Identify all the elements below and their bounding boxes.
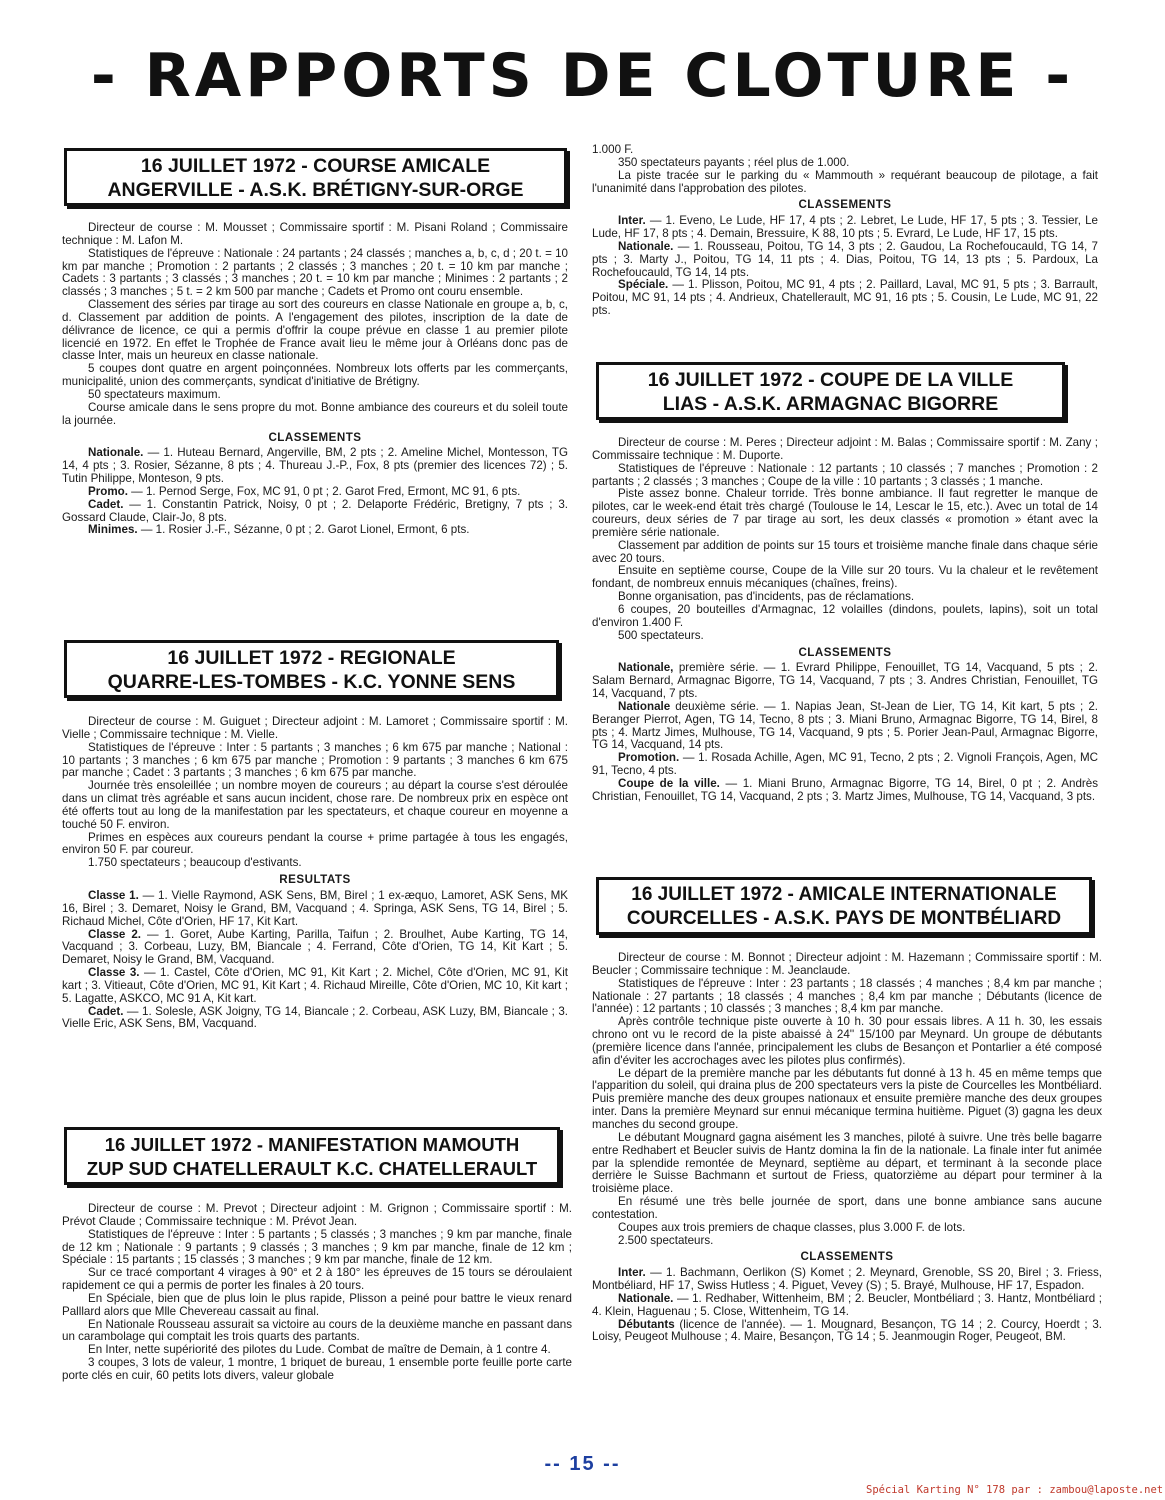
result-label: Cadet. [88, 497, 124, 511]
article-body-mamouth-part1 [62, 1203, 572, 1383]
result-text: — 1. Huteau Bernard, Angerville, BM, 2 pts ; 2. Ameline Michel, Montesson, TG 14, 4 pts ; 3. Rosier, Sézanne, 8 pts ; 4. Thureau J.-P., Fox, 8 pts (premier des licences 72) ; 5. Tutin Philippe, Monteson, 9 pts. [62, 446, 568, 486]
paragraph: Sur ce tracé comportant 4 virages à 90° et 2 à 180° les épreuves de 15 tours se déroulaient rapidement ce qui a permis de porter les finales à 20 tours. [62, 1266, 572, 1293]
result-text: — 1. Pernod Serge, Fox, MC 91, 0 pt ; 2. Garot Fred, Ermont, MC 91, 6 pts. [127, 484, 521, 498]
paragraph: En Inter, nette supériorité des pilotes du Lude. Combat de maître de Demain, à 1 contre 4. [88, 1343, 551, 1357]
result-entry [592, 778, 1098, 804]
article-header-line-1: 16 JUILLET 1972 - MANIFESTATION MAMOUTH [104, 1134, 520, 1155]
paragraph: Ensuite en septième course, Coupe de la Ville sur 20 tours. Vu la chaleur et le revêtement fondant, de nombreux ennuis mécaniques (chaînes, freins). [592, 564, 1098, 591]
result-label: Promotion. [618, 751, 680, 765]
article-body-mamouth-part2 [592, 144, 1098, 318]
result-label: Minimes. [88, 523, 138, 537]
result-text: — 1. Rosada Achille, Agen, MC 91, Tecno, 2 pts ; 2. Vignoli François, Agen, MC 91, Tecno, 4 pts. [592, 751, 1098, 778]
result-label: Nationale. [88, 446, 144, 460]
result-text: — 1. Goret, Aube Karting, Parilla, Taifun ; 2. Broulhet, Aube Karting, TG 14, Vacquand ; 3. Corbeau, Luzy, BM, Biancale ; 4. Ferrand, Côte d'Orien, TG 14, Kit Kart ; 5. Demaret, Noisy le Grand, BM, Vacquand. [62, 927, 569, 967]
section-heading: CLASSEMENTS [798, 645, 892, 659]
article-header-angerville [64, 148, 567, 206]
paragraph: Piste assez bonne. Chaleur torride. Très bonne ambiance. Il faut regretter le manque de pilotes, car le week-end était très chargé (Toulouse le 14, Lescar le 15, etc.). Avec un total de 14 coureurs, deux séries de 7 par tirage au sort, les deux classés « promotion » étant avec la première série nationale. [592, 487, 1098, 539]
result-entry [592, 215, 1098, 241]
paragraph: Directeur de course : M. Prevot ; Directeur adjoint : M. Grignon ; Commissaire sportif : M. Prévot Claude ; Commissaire technique : M. Prévot Jean. [62, 1202, 572, 1228]
paragraph: 5 coupes dont quatre en argent poinçonnées. Nombreux lots offerts par les commerçants, municipalité, union des commerçants, syndicat d'initiative de Brétigny. [62, 362, 568, 389]
paragraph: 1.750 spectateurs ; beaucoup d'estivants. [88, 856, 302, 870]
paragraph: La piste tracée sur le parking du « Mammouth » requérant beaucoup de pilotage, a fait l'unanimité dans l'approbation des pilotes. [592, 168, 1098, 195]
result-label: Coupe de la ville. [618, 776, 720, 790]
article-header-line-1: 16 JUILLET 1972 - AMICALE INTERNATIONALE [631, 884, 1057, 905]
result-label: Classe 2. [88, 927, 142, 941]
paragraph: Directeur de course : M. Bonnot ; Directeur adjoint : M. Hazemann ; Commissaire sportif : M. Beucler ; Commissaire technique : M. Jeanclaude. [592, 951, 1102, 977]
article-header-line-1: 16 JUILLET 1972 - COUPE DE LA VILLE [647, 369, 1014, 391]
paragraph: Après contrôle technique piste ouverte à 10 h. 30 pour essais libres. A 11 h. 30, les essais chrono ont vu le record de la piste abaissé à 24'' 15/100 par Meynard. Un groupe de débutants (première licence dans l'année, principalement les clubs de Besançon et Pontarlier a été composé afin d'éviter les accrochages avec les pilotes plus confirmés). [592, 1015, 1102, 1067]
article-header-line-2: QUARRE-LES-TOMBES - K.C. YONNE SENS [107, 671, 516, 693]
article-body-lias [592, 437, 1098, 804]
paragraph: 2.500 spectateurs. [618, 1233, 714, 1247]
section-heading: CLASSEMENTS [268, 430, 362, 444]
paragraph: 50 spectateurs maximum. [88, 387, 221, 401]
result-text: — 1. Constantin Patrick, Noisy, 0 pt ; 2. Delaporte Frédéric, Bretigny, 7 pts ; 3. Gossard Claude, Clair-Jo, 8 pts. [62, 497, 568, 524]
result-label: Spéciale. [618, 278, 669, 292]
paragraph: Le débutant Mougnard gagna aisément les 3 manches, piloté à suivre. Une très belle bagarre entre Redhabert et Beucler suivis de Hantz domina la fin de la nationale. La finale inter fut animée par la splendide remontée de Meynard, septième au départ, et terminant à la seconde place derrière le Suisse Bachmann et surtout de Friess, quatorzième au départ pour terminer à la troisième place. [592, 1130, 1102, 1196]
result-entry [62, 447, 568, 486]
paragraph: 350 spectateurs payants ; réel plus de 1.000. [618, 155, 850, 169]
paragraph: Directeur de course : M. Mousset ; Commissaire sportif : M. Pisani Roland ; Commissaire technique : M. Lafon M. [62, 221, 568, 247]
section-heading: CLASSEMENTS [798, 198, 892, 212]
paragraph: Statistiques de l'épreuve : Inter : 5 partants ; 3 manches ; 6 km 675 par manche ; National : 10 partants ; 3 manches ; 6 km 675 par manche ; Promotion : 9 partants ; 3 manches 6 km 675 par manche ; Cadet : 3 partants ; 3 manches ; 6 km 675 par manche. [62, 740, 568, 780]
paragraph: Directeur de course : M. Peres ; Directeur adjoint : M. Balas ; Commissaire sportif : M. Zany ; Commissaire technique : M. Duporte. [592, 436, 1098, 462]
article-header-line-2: COURCELLES - A.S.K. PAYS DE MONTBÉLIARD [626, 908, 1062, 929]
result-text: — 1. Rosier J.-F., Sézanne, 0 pt ; 2. Garot Lionel, Ermont, 6 pts. [137, 523, 470, 537]
paragraph: Statistiques de l'épreuve : Inter : 23 partants ; 18 classés ; 4 manches ; 8,4 km par manche ; Nationale : 27 partants ; 18 classés ; 4 manches ; 8,4 km par manche ; Débutants (licence de l'année) : 12 partants ; 10 classés ; 3 manches ; 8,4 km par manche. [592, 976, 1102, 1016]
result-label: Débutants [618, 1317, 675, 1331]
paragraph: En Spéciale, bien que de plus loin le plus rapide, Plisson a peiné pour battre le vieux renard Palllard alors que Mlle Chevereau cassait au final. [62, 1291, 572, 1318]
article-header-line-1: 16 JUILLET 1972 - COURSE AMICALE [140, 155, 491, 177]
article-body-courcelles [592, 952, 1102, 1344]
result-text: — 1. Solesle, ASK Joigny, TG 14, Biancale ; 2. Corbeau, ASK Luzy, BM, Biancale ; 3. Vielle Eric, ASK Sens, BM, Vacquand. [62, 1004, 568, 1031]
result-entry [62, 524, 568, 537]
article-header-line-1: 16 JUILLET 1972 - REGIONALE [167, 647, 456, 669]
result-entry [592, 1267, 1102, 1293]
article-body-quarre [62, 716, 568, 1031]
result-text: — 1. Redhaber, Wittenheim, BM ; 2. Beucler, Montbéliard ; 3. Hantz, Montbéliard ; 4. Klein, Haguenau ; 5. Close, Wittenheim, TG 14. [592, 1291, 1102, 1318]
paragraph: Statistiques de l'épreuve : Nationale : 24 partants ; 24 classés ; manches a, b, c, d ; 20 t. = 10 km par manche ; Promotion : 2 partants ; 2 classés ; 3 manches ; 20 t. = 10 km par manche ; Cadets : 3 partants ; 3 classés ; 3 manches ; 20 t. = 10 km par manche ; Minimes : 2 partants ; 2 classés ; 3 manches ; 5 t. = 2 km 500 par manche ; Cadets et Promo ont couru ensemble. [62, 246, 568, 299]
result-text: première série. — 1. Evrard Philippe, Fenouillet, TG 14, Vacquand, 5 pts ; 2. Salam Bernard, Armagnac Bigorre, TG 14, Vacquand, 7 pts ; 3. Andres Christian, Fenouillet, TG 14, Vacquand, 7 pts. [592, 661, 1098, 701]
article-header-line-2: ZUP SUD CHATELLERAULT K.C. CHATELLERAULT [86, 1158, 538, 1179]
paragraph: Journée très ensoleillée ; un nombre moyen de coureurs ; au départ la course s'est déroulée dans un climat très agréable et sans aucun incident, chose rare. De nombreux prix en espèce ont été offerts tout au long de la manifestation par les spectateurs, et chaque coureur en moyenne a touché 50 F. environ. [62, 779, 568, 831]
result-text: — 1. Eveno, Le Lude, HF 17, 4 pts ; 2. Lebret, Le Lude, HF 17, 5 pts ; 3. Tessier, Le Lude, HF 17, 8 pts ; 4. Demain, Bressuire, K 88, 10 pts ; 5. Evrard, Le Lude, HF 17, 15 pts. [592, 214, 1098, 241]
result-entry [62, 929, 568, 968]
article-body-angerville [62, 222, 568, 537]
scan-credit: Spécial Karting N° 178 par : zambou@laposte.net [866, 1484, 1164, 1496]
result-label: Classe 3. [88, 966, 140, 980]
result-label: Inter. [618, 214, 646, 228]
article-header-courcelles [596, 877, 1092, 935]
result-label: Classe 1. [88, 888, 139, 902]
paragraph: 1.000 F. [592, 143, 634, 156]
result-entry [592, 662, 1098, 701]
result-label: Nationale. [618, 239, 674, 253]
result-label: Inter. [618, 1266, 646, 1280]
paragraph: 3 coupes, 3 lots de valeur, 1 montre, 1 briquet de bureau, 1 ensemble porte feuille porte carte porte clés en cuir, 60 petits lots divers, valeur globale [62, 1356, 572, 1382]
article-header-line-2: ANGERVILLE - A.S.K. BRÉTIGNY-SUR-ORGE [107, 179, 524, 201]
paragraph: Classement des séries par tirage au sort des coureurs en classe Nationale en groupe a, b, c, d. Classement par addition de points. A l'engagement des pilotes, inscription de la date de délivrance de licence, ce qui a permis d'offrir la coupe prévue en classe 1 au premier pilote licencié en 1972. En effet le Trophée de France avait lieu le même jour à Orléans donc pas de classe Inter, mais un heureux en classe nationale. [62, 298, 568, 363]
result-text: deuxième série. — 1. Napias Jean, St-Jean de Lier, TG 14, Kit kart, 5 pts ; 2. Beranger Pierrot, Agen, TG 14, Tecno, 8 pts ; 3. Miani Bruno, Armagnac Bigorre, TG 14, Birel, 8 pts ; 4. Martz Jimes, Mulhouse, TG 14, Vacquand, 9 pts ; 5. Porier Jean-Paul, Armagnac Bigorre, TG 14, Vacquand, 14 pts. [592, 699, 1098, 752]
page-title: - RAPPORTS DE CLOTURE - [90, 41, 1075, 111]
paragraph: Bonne organisation, pas d'incidents, pas de réclamations. [618, 590, 915, 604]
result-entry [62, 890, 568, 929]
paragraph: Course amicale dans le sens propre du mot. Bonne ambiance des coureurs et du soleil toute la journée. [62, 400, 568, 427]
paragraph: Primes en espèces aux coureurs pendant la course + prime partagée à tous les engagés, environ 50 F. par coureur. [62, 830, 568, 857]
paragraph: Statistiques de l'épreuve : Inter : 5 partants ; 5 classés ; 3 manches ; 9 km par manche, finale de 12 km ; Nationale : 9 partants ; 9 classés ; 3 manches ; 9 km par manche, finale de 12 km ; Spéciale : 15 partants ; 15 classés ; 3 manches ; 9 km par manche, finale de 12 km. [62, 1227, 572, 1267]
result-entry [592, 279, 1098, 318]
result-entry [592, 1293, 1102, 1319]
result-label: Nationale, [618, 661, 674, 675]
article-header-quarre [64, 640, 559, 698]
paragraph: En Nationale Rousseau assurait sa victoire au cours de la deuxième manche en passant dans un carambolage qui comptait les trois quarts des partants. [62, 1317, 572, 1344]
page-number: -- 15 -- [544, 1453, 621, 1475]
paragraph: Statistiques de l'épreuve : Nationale : 12 partants ; 10 classés ; 7 manches ; Promotion : 2 partants ; 2 classés ; 3 manches ; Coupe de la ville : 10 partants ; 3 classés ; 1 manche. [592, 461, 1098, 488]
result-text: — 1. Vielle Raymond, ASK Sens, BM, Birel ; 1 ex-æquo, Lamoret, ASK Sens, MK 16, Birel ; 3. Demaret, Noisy le Grand, BM, Vacquand ; 4. Springa, ASK Sens, TG 14, Birel ; 5. Richaud Michel, Côte d'Orien, HF 17, Kit Kart. [62, 888, 569, 928]
result-entry [592, 1319, 1102, 1345]
result-entry [62, 967, 568, 1006]
result-label: Nationale. [618, 1291, 674, 1305]
paragraph: 500 spectateurs. [618, 628, 704, 642]
result-entry [592, 752, 1098, 778]
article-header-mamouth [64, 1127, 560, 1185]
result-entry [592, 241, 1098, 280]
result-text: — 1. Plisson, Poitou, MC 91, 4 pts ; 2. Paillard, Laval, MC 91, 5 pts ; 3. Barrault, Poitou, MC 91, 14 pts ; 4. Andrieux, Chatellerault, MC 91, 16 pts ; 5. Cousin, Le Lude, MC 91, 22 pts. [592, 278, 1098, 318]
result-label: Cadet. [88, 1004, 124, 1018]
result-label: Promo. [88, 484, 128, 498]
paragraph: Directeur de course : M. Guiguet ; Directeur adjoint : M. Lamoret ; Commissaire sportif : M. Vielle ; Commissaire technique : M. Vielle. [62, 715, 568, 741]
paragraph: Classement par addition de points sur 15 tours et troisième manche finale dans chaque série avec 20 tours. [592, 538, 1098, 565]
result-text: — 1. Bachmann, Oerlikon (S) Komet ; 2. Meynard, Grenoble, SS 20, Birel ; 3. Friess, Montbéliard, HF 17, Swiss Hutless ; 4. Piguet, Vevey (S) ; 5. Brayé, Mulhouse, HF 17, Espadon. [592, 1266, 1102, 1293]
paragraph: 6 coupes, 20 bouteilles d'Armagnac, 12 volailles (dindons, poulets, lapins), soit un total d'environ 1.400 F. [592, 602, 1098, 629]
result-text: — 1. Castel, Côte d'Orien, MC 91, Kit Kart ; 2. Michel, Côte d'Orien, MC 91, Kit kart ; 3. Vitieaut, Côte d'Orien, MC 91, Kit Kart ; 4. Richaud Mireille, Côte d'Orien, MC 10, Kit kart ; 5. Lagatte, ASKCO, MC 91 A, Kit kart. [62, 966, 568, 1005]
article-header-lias [596, 362, 1065, 420]
result-text: — 1. Miani Bruno, Armagnac Bigorre, TG 14, Birel, 0 pt ; 2. Andrès Christian, Fenouillet, TG 14, Vacquand, 2 pts ; 3. Martz Jimes, Mulhouse, TG 14, Vacquand, 3 pts. [592, 776, 1098, 803]
paragraph: Le départ de la première manche par les débutants fut donné à 13 h. 45 en même temps que l'apparition du soleil, qui draina plus de 200 spectateurs vers la piste de Courcelles les Montbéliard. Puis première manche des deux groupes nationaux et ensuite première manche des deux groupes inter. Dans la première Meynard sur ennui mécanique termina huitième. Piguet (3) gagna les deux manches du second groupe. [592, 1066, 1102, 1131]
result-label: Nationale [618, 699, 671, 713]
result-entry [592, 701, 1098, 752]
result-text: (licence de l'année). — 1. Mougnard, Besançon, TG 14 ; 2. Courcy, Hoerdt ; 3. Loisy, Peugeot Mulhouse ; 4. Maire, Besançon, TG 14 ; 5. Jeanmougin Roger, Peugeot, BM. [592, 1317, 1102, 1344]
section-heading: RESULTATS [279, 873, 351, 887]
paragraph: Coupes aux trois premiers de chaque classes, plus 3.000 F. de lots. [618, 1220, 966, 1234]
section-heading: CLASSEMENTS [800, 1250, 894, 1264]
result-entry [62, 499, 568, 525]
paragraph: En résumé une très belle journée de sport, dans une bonne ambiance sans aucune contestation. [592, 1195, 1102, 1221]
article-header-line-2: LIAS - A.S.K. ARMAGNAC BIGORRE [662, 393, 999, 415]
result-entry [62, 1006, 568, 1032]
result-text: — 1. Rousseau, Poitou, TG 14, 3 pts ; 2. Gaudou, La Rochefoucauld, TG 14, 7 pts ; 3. Marty J., Poitou, TG 14, 11 pts ; 4. Dias, Poitou, TG 14, 13 pts ; 5. Pardoux, La Rochefoucauld, TG 14, 14 pts. [592, 239, 1098, 279]
